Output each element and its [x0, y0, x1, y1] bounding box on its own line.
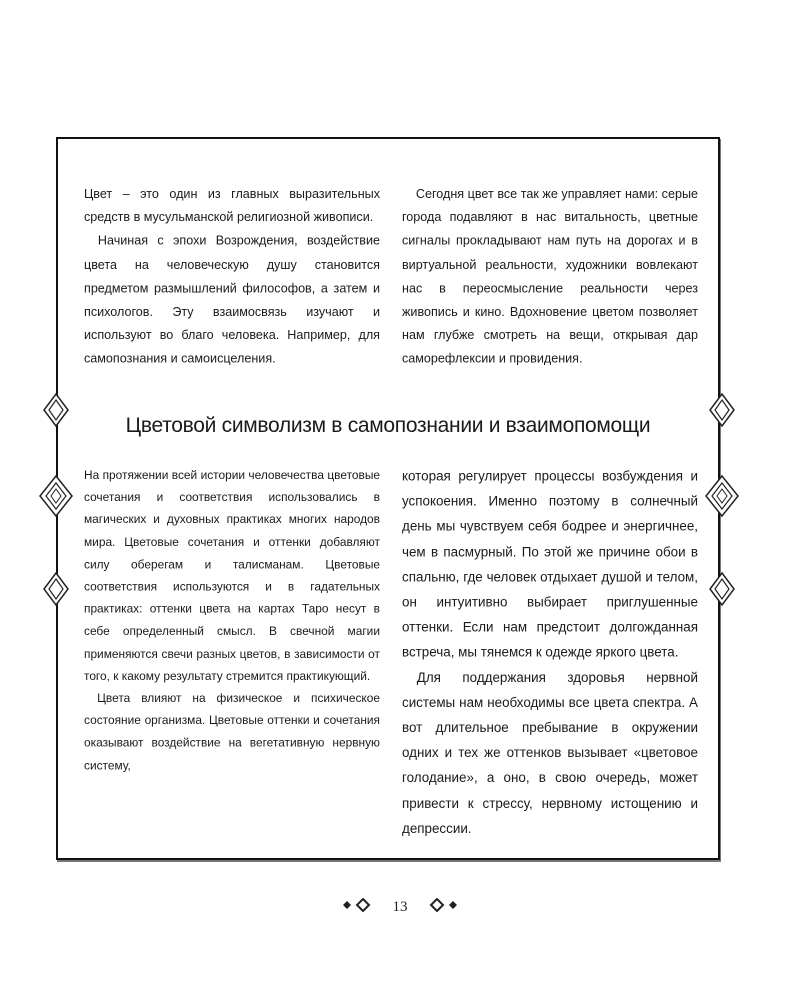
paragraph: Сегодня цвет все так же управляет нами: серые города подавляют в нас витальность, цветные сигналы прокладывают нам путь на дорогах и в виртуальной реальности, художники вовлекают нас в переосмысление реальности через живопись и кино. Вдохновение цветом позволяет нам глубже смотреть на вещи, открывая дар саморефлексии и провидения. — [402, 187, 698, 367]
ornament-right-small-icon — [708, 392, 736, 428]
section-heading: Цветовой символизм в самопознании и взаимопомощи — [125, 414, 651, 437]
ornament-left-small-icon — [42, 392, 70, 428]
paragraph: На протяжении всей истории человечества цветовые сочетания и соответствия использовались в магических и духовных практиках многих народов мира. Цветовые сочетания и оттенки добавляют силу оберегам и талисманам. Цветовые соответствия используются и в гадательных практиках: оттенки цвета на картах Таро несут в себе определенный смысл. В свечной магии применяются свечи разных цветов, в зависимости от того, к какому результату стремится практикующий. — [84, 469, 380, 684]
paragraph: Цвета влияют на физическое и психическое состояние организма. Цветовые оттенки и сочетания оказывают воздействие на вегетативную нервную систему, — [84, 692, 380, 773]
paragraph: Цвет – это один из главных выразительных средств в мусульманской религиозной живописи. — [84, 187, 380, 225]
diamond-ornament-icon — [343, 898, 375, 917]
diamond-ornament-icon — [425, 898, 457, 917]
text-column-bottom-right — [402, 465, 698, 842]
page-footer — [0, 898, 800, 917]
ornament-left-large-icon — [38, 474, 74, 518]
ornament-left-small-icon — [42, 571, 70, 607]
page-number: 13 — [392, 899, 408, 915]
paragraph: Для поддержания здоровья нервной системы нам необходимы все цвета спектра. А вот длительное пребывание в окружении одних и тех же оттенков вызывает «цветовое голодание», а оно, в свою очередь, может привести к стрессу, нервному истощению и депрессии. — [402, 670, 698, 837]
page-frame — [56, 137, 720, 860]
paragraph: Начиная с эпохи Возрождения, воздействие цвета на человеческую душу становится предметом размышлений философов, а затем и психологов. Эту взаимосвязь изучают и используют во благо человека. Например, для самопознания и самоисцеления. — [84, 234, 380, 367]
text-column-top-left — [84, 183, 380, 372]
text-column-top-right — [402, 183, 698, 372]
ornament-right-small-icon — [708, 571, 736, 607]
text-column-bottom-left — [84, 465, 380, 777]
paragraph: которая регулирует процессы возбуждения и успокоения. Именно поэтому в солнечный день мы чувствуем себя бодрее и энергичнее, чем в пасмурный. По этой же причине обои в спальню, где человек отдыхает душой и телом, он интуитивно выбирает приглушенные оттенки. Если нам предстоит долгожданная встреча, мы тянемся к одежде яркого цвета. — [402, 469, 698, 661]
ornament-right-large-icon — [704, 474, 740, 518]
